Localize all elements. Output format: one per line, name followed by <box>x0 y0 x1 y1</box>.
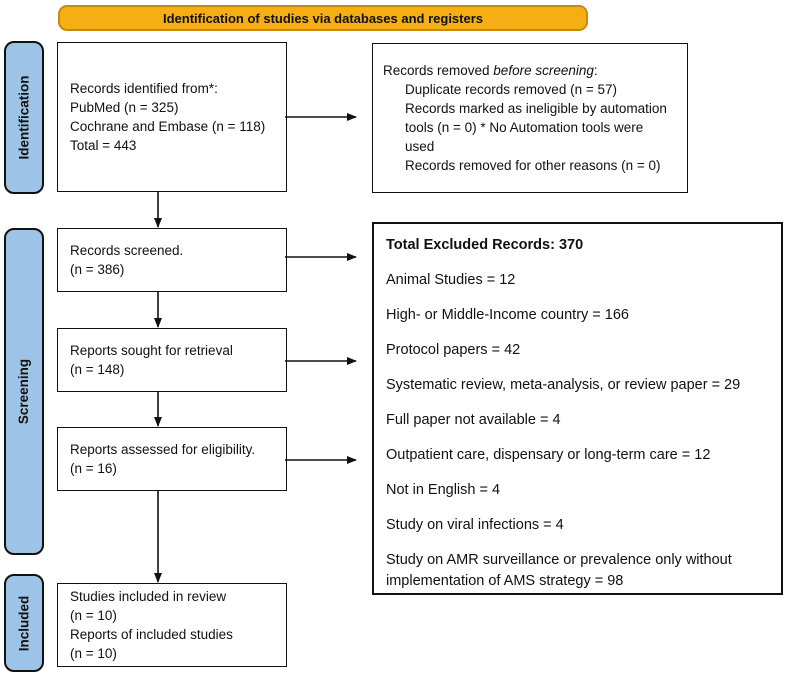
records-identified-line: PubMed (n = 325) <box>70 100 179 115</box>
records-removed-box <box>372 43 688 193</box>
reports-assessed-line: Reports assessed for eligibility. <box>70 442 256 457</box>
records-removed-items <box>383 80 679 175</box>
stage-label-screening-text: Screening <box>16 358 32 425</box>
studies-included-line: (n = 10) <box>70 646 117 661</box>
records-identified-line: Records identified from*: <box>70 81 218 96</box>
studies-included-line: (n = 10) <box>70 608 117 623</box>
records-screened-line: (n = 386) <box>70 262 125 277</box>
reports-sought-box <box>57 328 287 392</box>
reports-sought-line: (n = 148) <box>70 362 125 377</box>
stage-label-identification-text: Identification <box>16 75 32 160</box>
records-identified-box <box>57 42 287 192</box>
records-removed-title <box>383 61 679 80</box>
excluded-records-items <box>386 270 769 606</box>
stage-label-screening <box>4 228 44 555</box>
records-identified-line: Total = 443 <box>70 138 137 153</box>
records-identified-line: Cochrane and Embase (n = 118) <box>70 119 266 134</box>
records-screened-line: Records screened. <box>70 243 184 258</box>
records-removed-title-italic: before screening <box>493 63 594 78</box>
excluded-record-item: Full paper not available = 4 <box>386 412 561 428</box>
records-removed-line: Records removed for other reasons (n = 0) <box>405 158 661 173</box>
records-removed-line: used <box>405 139 435 154</box>
reports-sought-line: Reports sought for retrieval <box>70 343 233 358</box>
banner <box>58 5 588 31</box>
stage-label-identification <box>4 41 44 194</box>
studies-included-box <box>57 583 287 667</box>
records-removed-line: tools (n = 0) * No Automation tools were <box>405 120 644 135</box>
studies-included-line: Reports of included studies <box>70 627 233 642</box>
stage-label-included <box>4 574 44 672</box>
excluded-record-item: Not in English = 4 <box>386 482 501 498</box>
records-removed-line: Records marked as ineligible by automation <box>405 101 667 116</box>
records-screened-box <box>57 228 287 292</box>
excluded-records-box <box>372 222 783 595</box>
excluded-record-item: High- or Middle-Income country = 166 <box>386 307 629 323</box>
excluded-records-title: Total Excluded Records: 370 <box>386 237 584 253</box>
excluded-record-item: Protocol papers = 42 <box>386 342 521 358</box>
reports-assessed-line: (n = 16) <box>70 461 117 476</box>
studies-included-line: Studies included in review <box>70 589 227 604</box>
excluded-record-item: Outpatient care, dispensary or long-term care = 12 <box>386 447 711 463</box>
records-removed-line: Duplicate records removed (n = 57) <box>405 82 617 97</box>
excluded-record-item: Animal Studies = 12 <box>386 272 516 288</box>
records-removed-title-plain: Records removed <box>383 63 494 78</box>
records-removed-title-end: : <box>593 63 598 78</box>
reports-assessed-box <box>57 427 287 491</box>
stage-label-included-text: Included <box>16 595 32 651</box>
excluded-record-item: Systematic review, meta-analysis, or review paper = 29 <box>386 377 741 393</box>
excluded-record-item: Study on viral infections = 4 <box>386 517 564 533</box>
excluded-record-item: Study on AMR surveillance or prevalence only without implementation of AMS strategy = 98 <box>386 552 732 589</box>
banner-label: Identification of studies via databases and registers <box>162 10 484 26</box>
